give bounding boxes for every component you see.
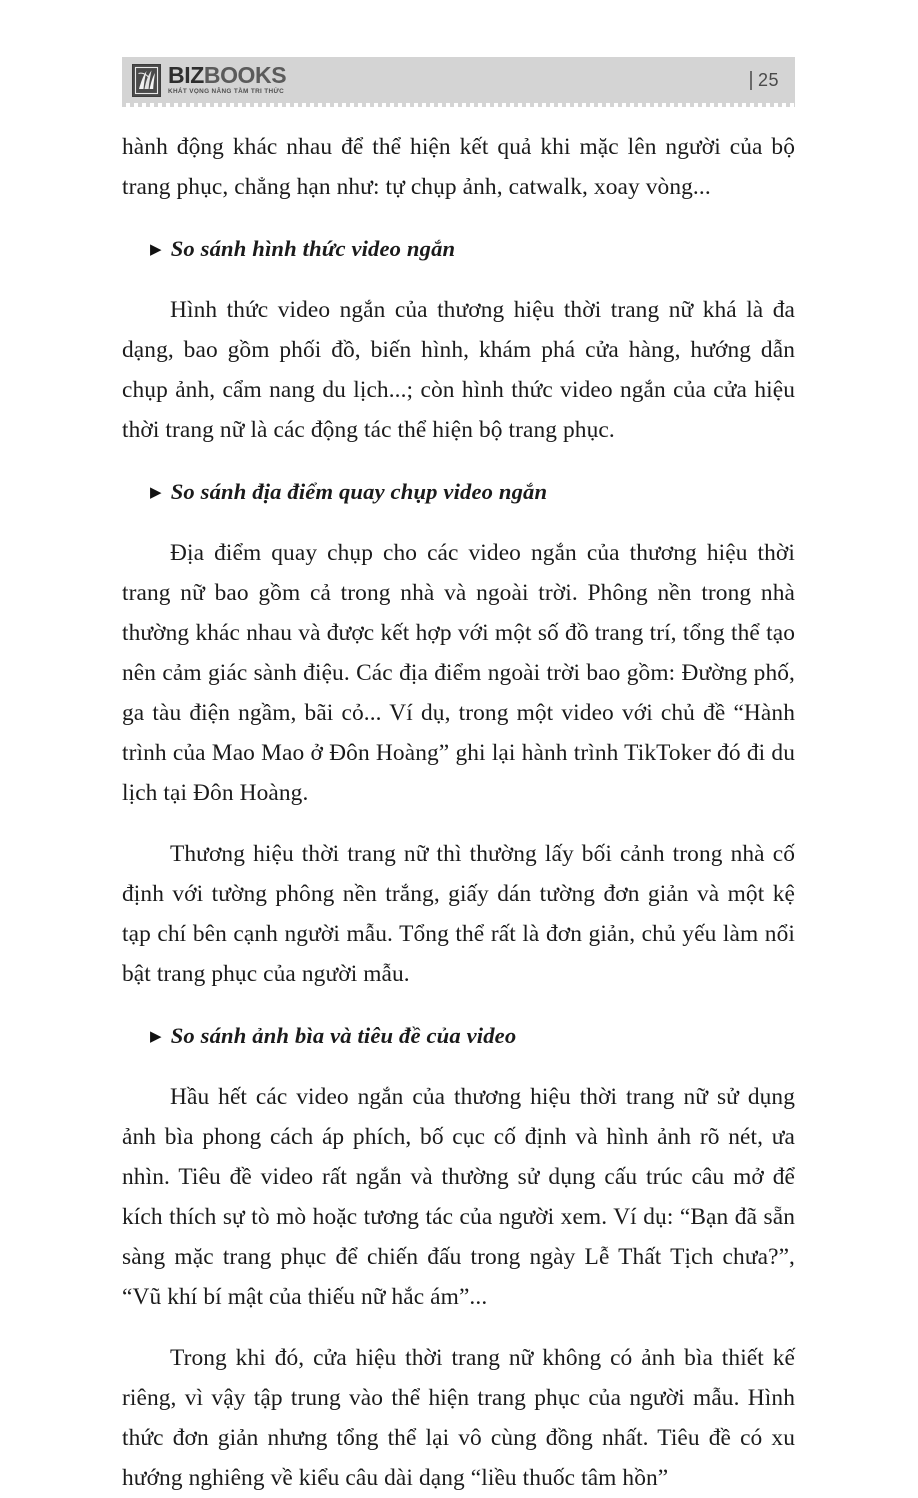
book-icon: [132, 64, 161, 97]
subheading-1: [122, 229, 795, 269]
paragraph-continued: hành động khác nhau để thể hiện kết quả khi mặc lên người của bộ trang phục, chẳng hạn như: tự chụp ảnh, catwalk, xoay vòng...: [122, 134, 795, 200]
paragraph-3: Thương hiệu thời trang nữ thì thường lấy bối cảnh trong nhà cố định với tường phông nền trắng, giấy dán tường đơn giản và một kệ tạp chí bên cạnh người mẫu. Tổng thể rất là đơn giản, chủ yếu làm nổi bật trang phục của người mẫu.: [122, 841, 795, 987]
brand-text: [168, 61, 288, 96]
page-body: [122, 127, 795, 1498]
folio-number: 25: [757, 69, 779, 90]
paragraph-4: Hầu hết các video ngắn của thương hiệu thời trang nữ sử dụng ảnh bìa phong cách áp phích, bố cục cố định và hình ảnh rõ nét, ưa nhìn. Tiêu đề video rất ngắn và thường sử dụng cấu trúc câu mở để kích thích sự tò mò hoặc tương tác của người xem. Ví dụ: “Bạn đã sẵn sàng mặc trang phục để chiến đấu trong ngày Lễ Thất Tịch chưa?”, “Vũ khí bí mật của thiếu nữ hắc ám”...: [122, 1084, 795, 1310]
page-header: [122, 57, 795, 103]
brand-tagline: KHÁT VỌNG NÂNG TẦM TRI THỨC: [168, 88, 285, 96]
triangle-bullet-icon: ▶: [150, 485, 162, 501]
paragraph-2: Địa điểm quay chụp cho các video ngắn của thương hiệu thời trang nữ bao gồm cả trong nhà và ngoài trời. Phông nền trong nhà thường khác nhau và được kết hợp với một số đồ trang trí, tổng thể tạo nên cảm giác sành điệu. Các địa điểm ngoài trời bao gồm: Đường phố, ga tàu điện ngầm, bãi cỏ... Ví dụ, trong một video với chủ đề “Hành trình của Mao Mao ở Đôn Hoàng” ghi lại hành trình TikToker đó đi du lịch tại Đôn Hoàng.: [122, 540, 795, 806]
brand-name: [168, 61, 288, 88]
subheading-2-label: So sánh địa điểm quay chụp video ngắn: [170, 479, 548, 504]
subheading-3: [122, 1016, 795, 1056]
subheading-2: [122, 472, 795, 512]
brand-logo: [132, 61, 288, 97]
page-number: [750, 70, 779, 91]
triangle-bullet-icon: ▶: [150, 242, 162, 258]
paragraph-1: Hình thức video ngắn của thương hiệu thời trang nữ khá là đa dạng, bao gồm phối đồ, biến hình, khám phá cửa hàng, hướng dẫn chụp ảnh, cẩm nang du lịch...; còn hình thức video ngắn của cửa hiệu thời trang nữ là các động tác thể hiện bộ trang phục.: [122, 297, 795, 443]
folio-rule: [750, 71, 752, 90]
brand-name-biz: BIZ: [168, 61, 204, 88]
triangle-bullet-icon: ▶: [150, 1029, 162, 1045]
paragraph-5: Trong khi đó, cửa hiệu thời trang nữ không có ảnh bìa thiết kế riêng, vì vậy tập trung vào thể hiện trang phục của người mẫu. Hình thức đơn giản nhưng tổng thể lại vô cùng đồng nhất. Tiêu đề có xu hướng nghiêng về kiểu câu dài dạng “liều thuốc tâm hồn”: [122, 1345, 795, 1491]
subheading-1-label: So sánh hình thức video ngắn: [170, 236, 456, 261]
brand-name-books: BOOKS: [203, 61, 287, 88]
subheading-3-label: So sánh ảnh bìa và tiêu đề của video: [170, 1023, 517, 1048]
